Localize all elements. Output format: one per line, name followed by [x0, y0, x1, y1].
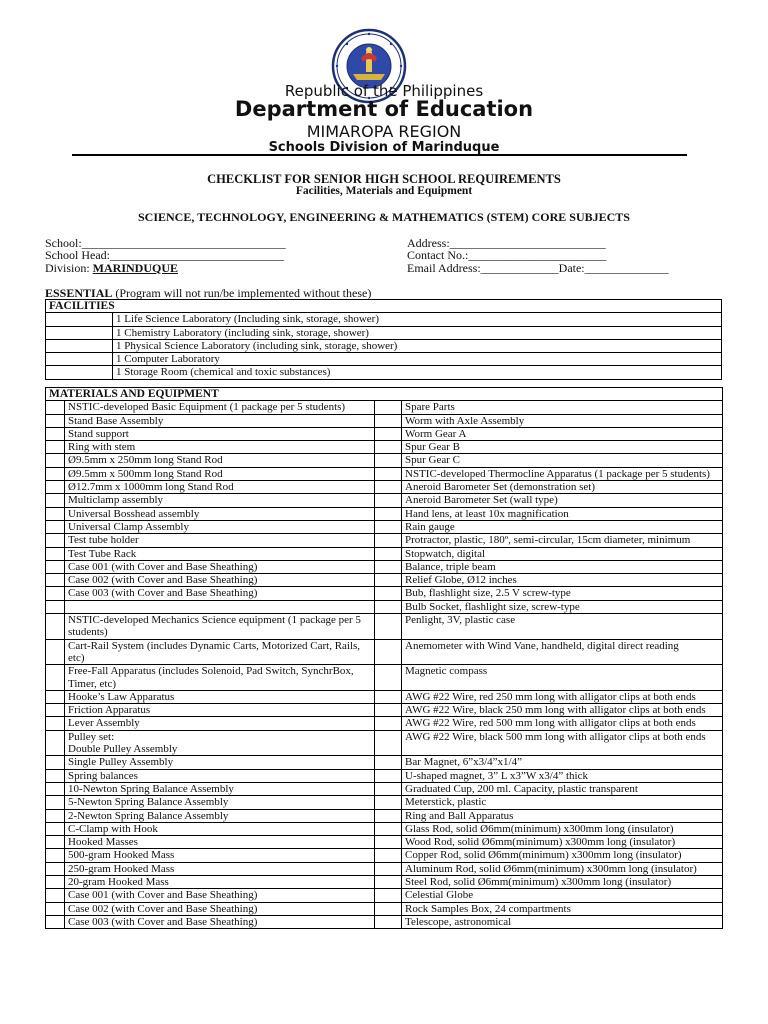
- materials-row: [46, 690, 723, 703]
- essential-label: ESSENTIAL: [45, 286, 113, 300]
- left-item: Single Pulley Assembly: [65, 756, 375, 769]
- materials-row: [46, 600, 723, 613]
- left-check-cell[interactable]: [46, 574, 65, 587]
- left-item: 2-Newton Spring Balance Assembly: [65, 809, 375, 822]
- materials-row: [46, 902, 723, 915]
- right-check-cell[interactable]: [375, 796, 402, 809]
- left-item: Friction Apparatus: [65, 704, 375, 717]
- materials-row: [46, 454, 723, 467]
- right-check-cell[interactable]: [375, 574, 402, 587]
- division-office-title: Schools Division of Marinduque: [268, 140, 500, 155]
- right-item: Spur Gear C: [402, 454, 723, 467]
- materials-row: [46, 796, 723, 809]
- facility-row: [46, 366, 722, 379]
- strand-title: SCIENCE, TECHNOLOGY, ENGINEERING & MATHEMATICS (STEM) CORE SUBJECTS: [138, 210, 630, 224]
- right-item: Aluminum Rod, solid Ø6mm(minimum) x300mm long (insulator): [402, 862, 723, 875]
- materials-row: [46, 809, 723, 822]
- right-item: Balance, triple beam: [402, 560, 723, 573]
- left-item: Pulley set: Double Pulley Assembly: [65, 730, 375, 756]
- right-check-cell[interactable]: [375, 414, 402, 427]
- right-check-cell[interactable]: [375, 507, 402, 520]
- right-item: Telescope, astronomical: [402, 915, 723, 928]
- left-check-cell[interactable]: [46, 730, 65, 756]
- right-check-cell[interactable]: [375, 915, 402, 928]
- left-check-cell[interactable]: [46, 849, 65, 862]
- right-item: Ring and Ball Apparatus: [402, 809, 723, 822]
- facility-item: 1 Computer Laboratory: [113, 353, 722, 366]
- right-check-cell[interactable]: [375, 782, 402, 795]
- left-item: Case 001 (with Cover and Base Sheathing): [65, 560, 375, 573]
- right-check-cell[interactable]: [375, 849, 402, 862]
- right-item: Worm with Axle Assembly: [402, 414, 723, 427]
- right-item: Bulb Socket, flashlight size, screw-type: [402, 600, 723, 613]
- right-check-cell[interactable]: [375, 481, 402, 494]
- facilities-heading: FACILITIES: [46, 300, 722, 313]
- right-item: Relief Globe, Ø12 inches: [402, 574, 723, 587]
- materials-row: [46, 441, 723, 454]
- right-check-cell[interactable]: [375, 902, 402, 915]
- left-check-cell[interactable]: [46, 614, 65, 640]
- checklist-title: CHECKLIST FOR SENIOR HIGH SCHOOL REQUIREMENTS: [207, 172, 561, 186]
- left-item: C-Clamp with Hook: [65, 822, 375, 835]
- right-item: NSTIC-developed Thermocline Apparatus (1 package per 5 students): [402, 467, 723, 480]
- left-check-cell[interactable]: [46, 534, 65, 547]
- left-check-cell[interactable]: [46, 481, 65, 494]
- left-item: Case 002 (with Cover and Base Sheathing): [65, 902, 375, 915]
- materials-row: [46, 769, 723, 782]
- right-check-cell[interactable]: [375, 822, 402, 835]
- right-item: Penlight, 3V, plastic case: [402, 614, 723, 640]
- left-item: NSTIC-developed Mechanics Science equipment (1 package per 5 students): [65, 614, 375, 640]
- left-check-cell[interactable]: [46, 889, 65, 902]
- header-divider: [72, 154, 687, 156]
- materials-row: [46, 704, 723, 717]
- right-check-cell[interactable]: [375, 875, 402, 888]
- facilities-header-row: [46, 300, 722, 313]
- left-check-cell[interactable]: [46, 836, 65, 849]
- materials-row: [46, 507, 723, 520]
- materials-row: [46, 889, 723, 902]
- facility-check-cell[interactable]: [46, 326, 113, 339]
- materials-row: [46, 836, 723, 849]
- left-item: Case 001 (with Cover and Base Sheathing): [65, 889, 375, 902]
- left-item: Test Tube Rack: [65, 547, 375, 560]
- left-item: Multiclamp assembly: [65, 494, 375, 507]
- materials-row: [46, 639, 723, 665]
- facility-check-cell[interactable]: [46, 313, 113, 326]
- right-check-cell[interactable]: [375, 809, 402, 822]
- essential-description: (Program will not run/be implemented without these): [112, 286, 372, 300]
- right-check-cell[interactable]: [375, 467, 402, 480]
- division-label: Division:: [45, 261, 93, 275]
- right-item: Anemometer with Wind Vane, handheld, digital direct reading: [402, 639, 723, 665]
- region-title: MIMAROPA REGION: [306, 122, 462, 141]
- left-check-cell[interactable]: [46, 454, 65, 467]
- materials-row: [46, 494, 723, 507]
- materials-row: [46, 520, 723, 533]
- facility-item: 1 Chemistry Laboratory (including sink, storage, shower): [113, 326, 722, 339]
- left-check-cell[interactable]: [46, 401, 65, 414]
- left-item: Cart-Rail System (includes Dynamic Carts, Motorized Cart, Rails, etc): [65, 639, 375, 665]
- materials-heading: MATERIALS AND EQUIPMENT: [46, 388, 723, 401]
- materials-row: [46, 717, 723, 730]
- left-check-cell[interactable]: [46, 704, 65, 717]
- right-item: AWG #22 Wire, red 250 mm long with alligator clips at both ends: [402, 690, 723, 703]
- left-check-cell[interactable]: [46, 547, 65, 560]
- right-check-cell[interactable]: [375, 889, 402, 902]
- materials-row: [46, 822, 723, 835]
- left-check-cell[interactable]: [46, 862, 65, 875]
- left-check-cell[interactable]: [46, 587, 65, 600]
- materials-row: [46, 614, 723, 640]
- left-item: 250-gram Hooked Mass: [65, 862, 375, 875]
- left-check-cell[interactable]: [46, 902, 65, 915]
- left-check-cell[interactable]: [46, 427, 65, 440]
- materials-row: [46, 481, 723, 494]
- left-item: Lever Assembly: [65, 717, 375, 730]
- checklist-subtitle: Facilities, Materials and Equipment: [295, 185, 473, 197]
- left-item: 500-gram Hooked Mass: [65, 849, 375, 862]
- left-check-cell[interactable]: [46, 690, 65, 703]
- materials-row: [46, 862, 723, 875]
- right-item: U-shaped magnet, 3” L x3”W x3/4” thick: [402, 769, 723, 782]
- left-check-cell[interactable]: [46, 441, 65, 454]
- right-check-cell[interactable]: [375, 756, 402, 769]
- left-item: Case 002 (with Cover and Base Sheathing): [65, 574, 375, 587]
- right-check-cell[interactable]: [375, 690, 402, 703]
- facility-item: 1 Storage Room (chemical and toxic substances): [113, 366, 722, 379]
- left-item: Hooked Masses: [65, 836, 375, 849]
- materials-row: [46, 467, 723, 480]
- left-check-cell[interactable]: [46, 520, 65, 533]
- right-item: Hand lens, at least 10x magnification: [402, 507, 723, 520]
- left-item: 10-Newton Spring Balance Assembly: [65, 782, 375, 795]
- right-check-cell[interactable]: [375, 401, 402, 414]
- right-check-cell[interactable]: [375, 587, 402, 600]
- right-check-cell[interactable]: [375, 717, 402, 730]
- school-head-field[interactable]: School Head:_____________________________: [45, 248, 284, 262]
- materials-row: [46, 574, 723, 587]
- left-check-cell[interactable]: [46, 414, 65, 427]
- left-item: Ring with stem: [65, 441, 375, 454]
- left-check-cell[interactable]: [46, 796, 65, 809]
- facility-row: [46, 313, 722, 326]
- address-field[interactable]: Address:__________________________: [407, 236, 606, 250]
- left-item: Hooke’s Law Apparatus: [65, 690, 375, 703]
- materials-row: [46, 875, 723, 888]
- email-date-field[interactable]: Email Address:_____________Date:______________: [407, 261, 669, 275]
- facility-row: [46, 353, 722, 366]
- division-field: [45, 262, 178, 275]
- materials-row: [46, 782, 723, 795]
- left-item: Universal Clamp Assembly: [65, 520, 375, 533]
- materials-row: [46, 547, 723, 560]
- left-check-cell[interactable]: [46, 507, 65, 520]
- materials-row: [46, 401, 723, 414]
- right-item: AWG #22 Wire, black 500 mm long with alligator clips at both ends: [402, 730, 723, 756]
- right-check-cell[interactable]: [375, 547, 402, 560]
- left-item: Ø12.7mm x 1000mm long Stand Rod: [65, 481, 375, 494]
- left-item: Test tube holder: [65, 534, 375, 547]
- left-item: Spring balances: [65, 769, 375, 782]
- left-check-cell[interactable]: [46, 560, 65, 573]
- right-check-cell[interactable]: [375, 665, 402, 691]
- right-check-cell[interactable]: [375, 520, 402, 533]
- materials-row: [46, 849, 723, 862]
- left-check-cell[interactable]: [46, 639, 65, 665]
- right-item: Magnetic compass: [402, 665, 723, 691]
- left-item: [65, 600, 375, 613]
- left-check-cell[interactable]: [46, 782, 65, 795]
- right-item: Copper Rod, solid Ø6mm(minimum) x300mm long (insulator): [402, 849, 723, 862]
- right-item: Graduated Cup, 200 ml. Capacity, plastic transparent: [402, 782, 723, 795]
- right-item: Spare Parts: [402, 401, 723, 414]
- right-check-cell[interactable]: [375, 441, 402, 454]
- right-check-cell[interactable]: [375, 454, 402, 467]
- right-check-cell[interactable]: [375, 494, 402, 507]
- right-item: Aneroid Barometer Set (wall type): [402, 494, 723, 507]
- right-item: Steel Rod, solid Ø6mm(minimum) x300mm long (insulator): [402, 875, 723, 888]
- right-check-cell[interactable]: [375, 836, 402, 849]
- materials-row: [46, 665, 723, 691]
- right-item: AWG #22 Wire, red 500 mm long with alligator clips at both ends: [402, 717, 723, 730]
- materials-row: [46, 915, 723, 928]
- facility-check-cell[interactable]: [46, 353, 113, 366]
- facility-row: [46, 339, 722, 352]
- right-check-cell[interactable]: [375, 730, 402, 756]
- materials-row: [46, 560, 723, 573]
- right-item: Celestial Globe: [402, 889, 723, 902]
- right-item: Worm Gear A: [402, 427, 723, 440]
- division-value: MARINDUQUE: [92, 261, 179, 275]
- right-item: AWG #22 Wire, black 250 mm long with alligator clips at both ends: [402, 704, 723, 717]
- right-item: Aneroid Barometer Set (demonstration set): [402, 481, 723, 494]
- right-item: Meterstick, plastic: [402, 796, 723, 809]
- left-item: Stand Base Assembly: [65, 414, 375, 427]
- left-item: NSTIC-developed Basic Equipment (1 package per 5 students): [65, 401, 375, 414]
- right-check-cell[interactable]: [375, 704, 402, 717]
- right-check-cell[interactable]: [375, 534, 402, 547]
- facilities-table: [45, 299, 722, 380]
- right-item: Bub, flashlight size, 2.5 V screw-type: [402, 587, 723, 600]
- right-item: Wood Rod, solid Ø6mm(minimum) x300mm long (insulator): [402, 836, 723, 849]
- right-check-cell[interactable]: [375, 862, 402, 875]
- materials-row: [46, 427, 723, 440]
- left-check-cell[interactable]: [46, 467, 65, 480]
- materials-row: [46, 730, 723, 756]
- right-item: Rain gauge: [402, 520, 723, 533]
- left-check-cell[interactable]: [46, 600, 65, 613]
- left-check-cell[interactable]: [46, 717, 65, 730]
- left-item: Ø9.5mm x 500mm long Stand Rod: [65, 467, 375, 480]
- left-item: Case 003 (with Cover and Base Sheathing): [65, 915, 375, 928]
- left-check-cell[interactable]: [46, 665, 65, 691]
- right-check-cell[interactable]: [375, 614, 402, 640]
- left-check-cell[interactable]: [46, 915, 65, 928]
- left-check-cell[interactable]: [46, 769, 65, 782]
- department-title: Department of Education: [234, 97, 534, 121]
- right-check-cell[interactable]: [375, 560, 402, 573]
- left-item: Universal Bosshead assembly: [65, 507, 375, 520]
- left-item: Ø9.5mm x 250mm long Stand Rod: [65, 454, 375, 467]
- left-check-cell[interactable]: [46, 875, 65, 888]
- facility-item: 1 Life Science Laboratory (Including sink, storage, shower): [113, 313, 722, 326]
- right-item: Bar Magnet, 6”x3/4”x1/4”: [402, 756, 723, 769]
- materials-row: [46, 534, 723, 547]
- school-field[interactable]: School:__________________________________: [45, 236, 286, 250]
- right-check-cell[interactable]: [375, 427, 402, 440]
- left-check-cell[interactable]: [46, 494, 65, 507]
- right-check-cell[interactable]: [375, 639, 402, 665]
- left-item: Stand support: [65, 427, 375, 440]
- materials-row: [46, 756, 723, 769]
- right-item: Glass Rod, solid Ø6mm(minimum) x300mm long (insulator): [402, 822, 723, 835]
- facility-check-cell[interactable]: [46, 366, 113, 379]
- facility-row: [46, 326, 722, 339]
- republic-line: Republic of the Philippines: [284, 82, 484, 100]
- right-check-cell[interactable]: [375, 769, 402, 782]
- left-check-cell[interactable]: [46, 822, 65, 835]
- right-item: Protractor, plastic, 180º, semi-circular, 15cm diameter, minimum: [402, 534, 723, 547]
- left-item: Case 003 (with Cover and Base Sheathing): [65, 587, 375, 600]
- contact-field[interactable]: Contact No.:_______________________: [407, 248, 607, 262]
- right-item: Rock Samples Box, 24 compartments: [402, 902, 723, 915]
- left-item: 20-gram Hooked Mass: [65, 875, 375, 888]
- materials-header-row: [46, 388, 723, 401]
- right-item: Spur Gear B: [402, 441, 723, 454]
- materials-table: [45, 387, 723, 929]
- left-check-cell[interactable]: [46, 756, 65, 769]
- left-item: 5-Newton Spring Balance Assembly: [65, 796, 375, 809]
- right-item: Stopwatch, digital: [402, 547, 723, 560]
- materials-row: [46, 414, 723, 427]
- facility-item: 1 Physical Science Laboratory (including sink, storage, shower): [113, 339, 722, 352]
- left-item: Free-Fall Apparatus (includes Solenoid, Pad Switch, SynchrBox, Timer, etc): [65, 665, 375, 691]
- materials-row: [46, 587, 723, 600]
- facility-check-cell[interactable]: [46, 339, 113, 352]
- right-check-cell[interactable]: [375, 600, 402, 613]
- left-check-cell[interactable]: [46, 809, 65, 822]
